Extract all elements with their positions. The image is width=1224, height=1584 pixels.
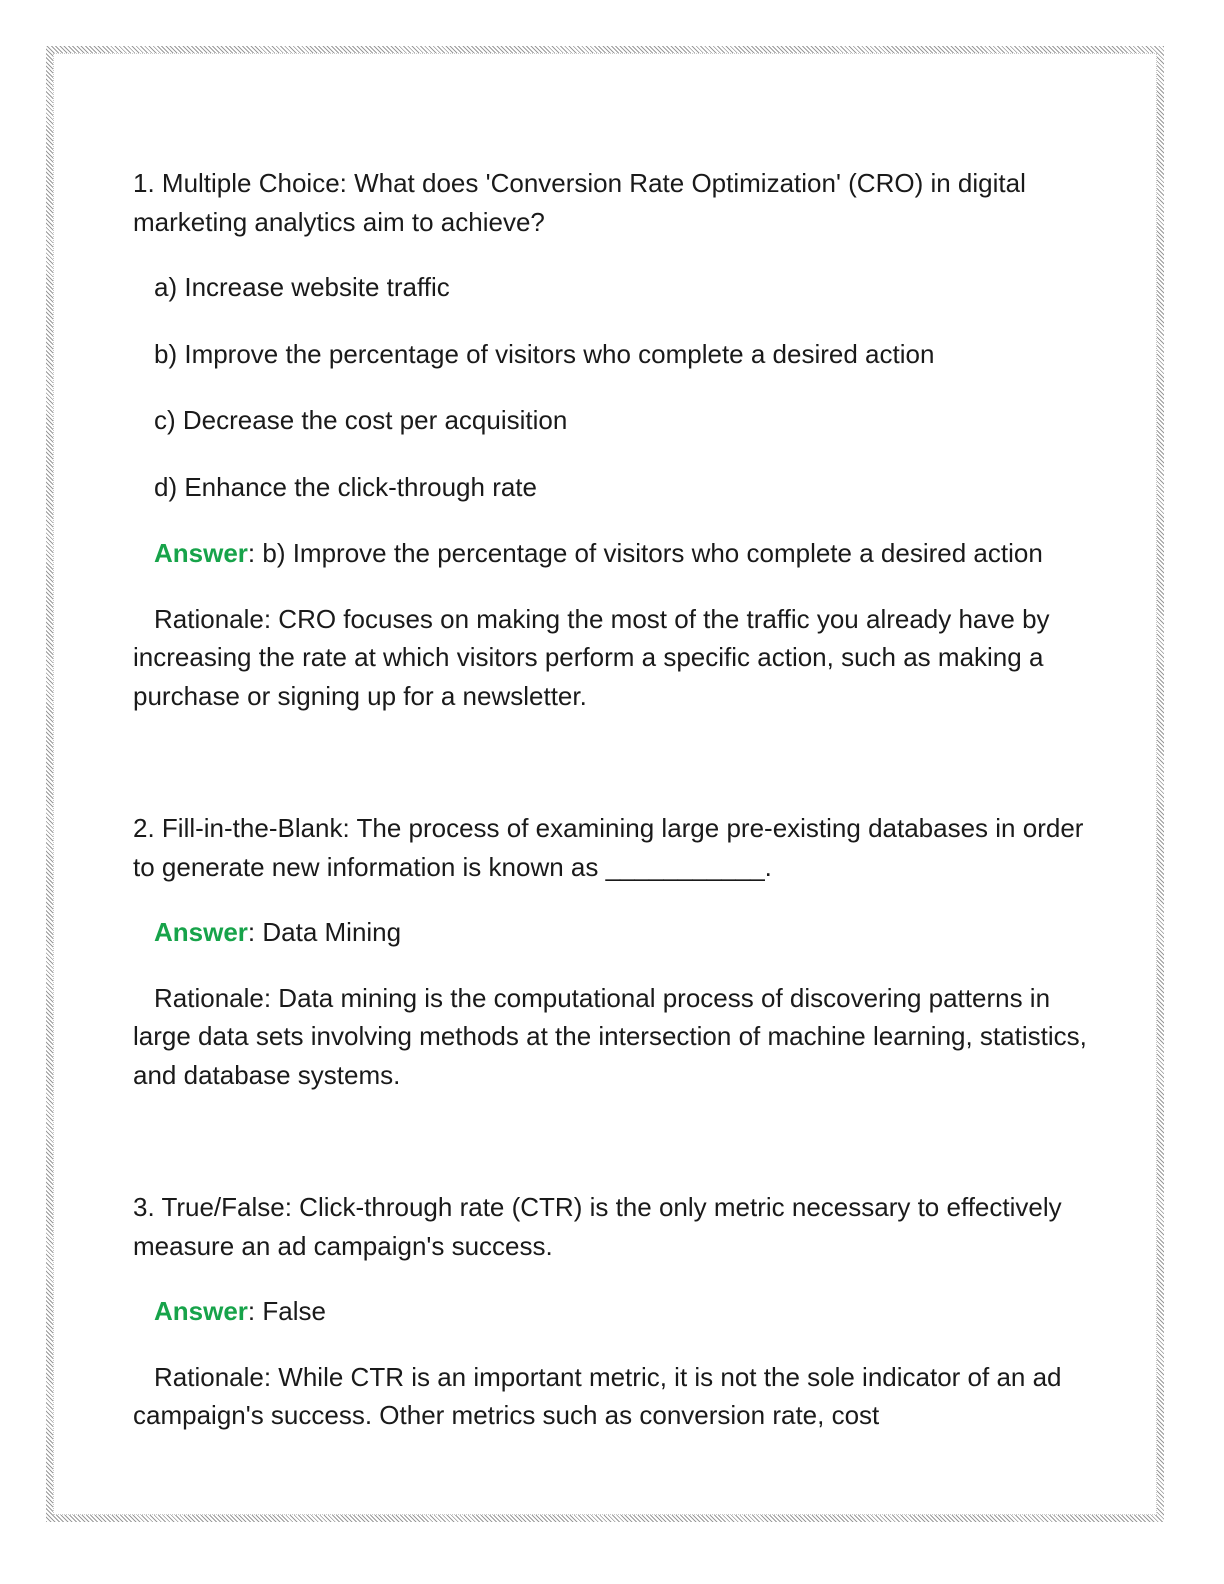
question-3-prompt: 3. True/False: Click-through rate (CTR) is the only metric necessary to effectively measure an ad campaign's success. xyxy=(133,1192,1062,1261)
question-1-rationale: Rationale: CRO focuses on making the most of the traffic you already have by increasing the rate at which visitors perform a specific action, such as making a purchase or signing up for a newsletter. xyxy=(133,603,1050,711)
question-1-prompt: 1. Multiple Choice: What does 'Conversion Rate Optimization' (CRO) in digital marketing analytics aim to achieve? xyxy=(133,168,1026,237)
answer-text: : False xyxy=(247,1296,326,1326)
document-body xyxy=(133,164,1093,1435)
question-1-option-a: a) Increase website traffic xyxy=(154,272,450,302)
answer-label: Answer xyxy=(154,917,248,947)
section-spacer xyxy=(133,1094,1093,1188)
question-2-prompt: 2. Fill-in-the-Blank: The process of examining large pre-existing databases in order to generate new information is known as ___________. xyxy=(133,813,1084,882)
question-3-rationale: Rationale: While CTR is an important metric, it is not the sole indicator of an ad campaign's success. Other metrics such as conversion rate, cost xyxy=(133,1361,1062,1430)
answer-label: Answer xyxy=(154,1296,248,1326)
question-1-answer xyxy=(133,534,1093,573)
question-2-answer xyxy=(133,913,1093,952)
question-1-option-c: c) Decrease the cost per acquisition xyxy=(154,405,568,435)
answer-text: : b) Improve the percentage of visitors who complete a desired action xyxy=(247,538,1043,568)
answer-text: : Data Mining xyxy=(247,917,402,947)
question-3-answer xyxy=(133,1292,1093,1331)
section-spacer xyxy=(133,715,1093,809)
question-2-rationale: Rationale: Data mining is the computational process of discovering patterns in large data sets involving methods at the intersection of machine learning, statistics, and database systems. xyxy=(133,982,1087,1090)
question-1-option-b: b) Improve the percentage of visitors who complete a desired action xyxy=(154,338,935,369)
question-1-option-d: d) Enhance the click-through rate xyxy=(154,471,537,502)
answer-label: Answer xyxy=(154,538,248,568)
